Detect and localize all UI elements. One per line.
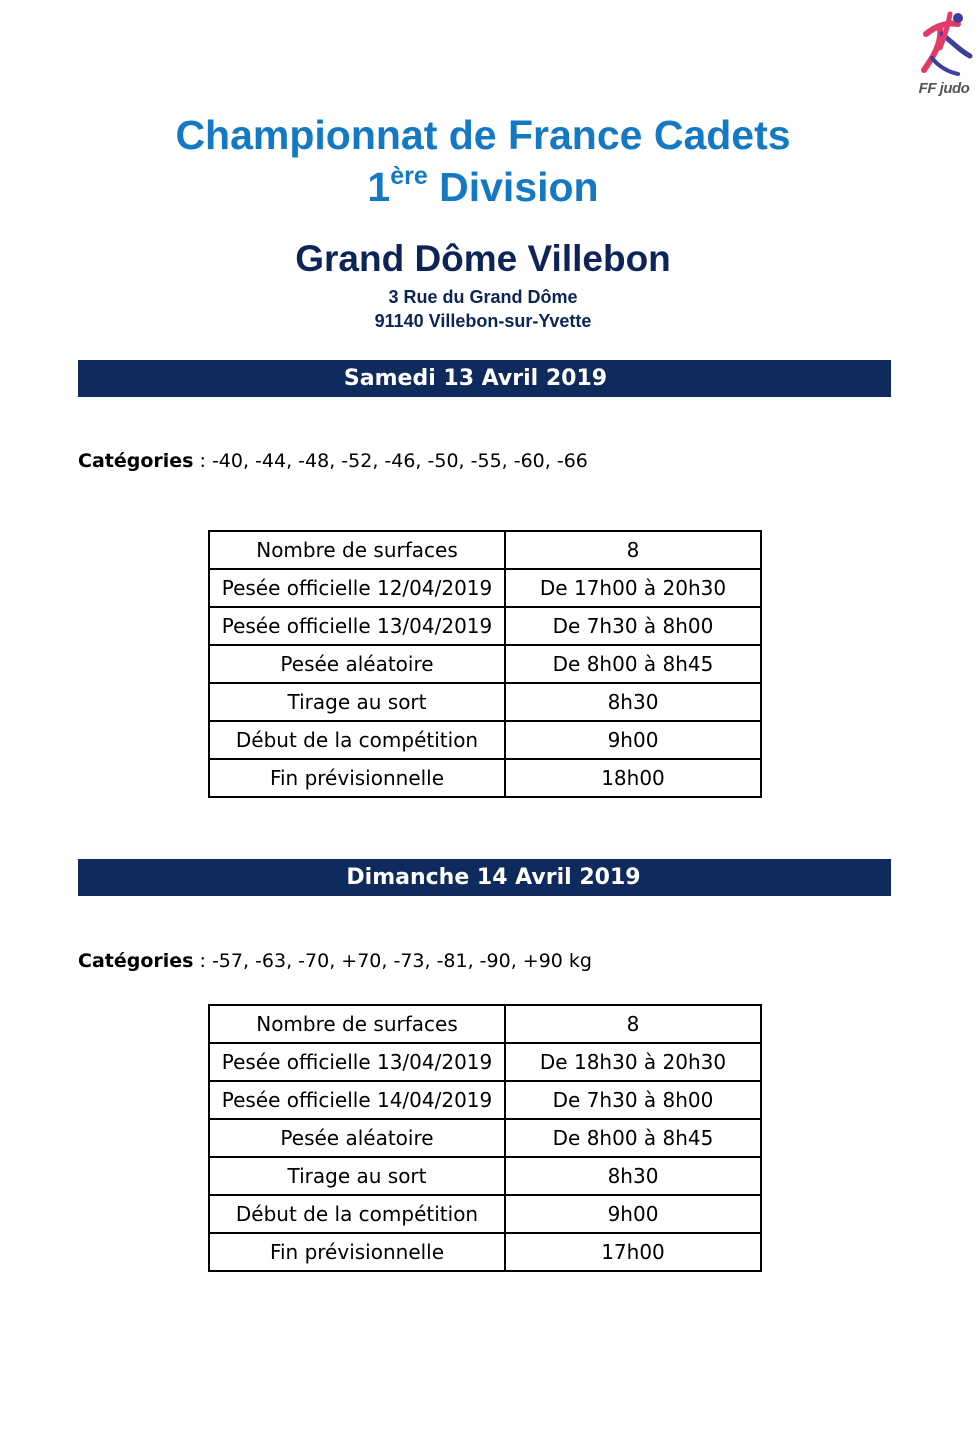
table-row [209, 1119, 761, 1157]
schedule-table-saturday [208, 530, 762, 798]
schedule-table-sunday [208, 1004, 762, 1272]
judoka-icon [912, 4, 976, 84]
table-row [209, 569, 761, 607]
row-value: De 17h00 à 20h30 [505, 569, 761, 607]
table-row [209, 645, 761, 683]
table-row [209, 607, 761, 645]
row-label: Pesée officielle 13/04/2019 [209, 607, 505, 645]
row-value: 8 [505, 531, 761, 569]
table-row [209, 721, 761, 759]
venue-name: Grand Dôme Villebon [295, 238, 671, 279]
table-row [209, 1005, 761, 1043]
row-value: De 7h30 à 8h00 [505, 607, 761, 645]
row-value: De 8h00 à 8h45 [505, 1119, 761, 1157]
row-label: Début de la compétition [209, 721, 505, 759]
logo-text: FF judo [918, 80, 970, 97]
page-subtitle: 1ère Division [367, 162, 599, 210]
table-row [209, 683, 761, 721]
venue-address-street: 3 Rue du Grand Dôme [388, 287, 578, 307]
row-value: 18h00 [505, 759, 761, 797]
table-row [209, 1081, 761, 1119]
table-row [209, 1195, 761, 1233]
row-value: 17h00 [505, 1233, 761, 1271]
row-value: De 8h00 à 8h45 [505, 645, 761, 683]
page-title: Championnat de France Cadets [175, 112, 791, 158]
row-label: Pesée officielle 14/04/2019 [209, 1081, 505, 1119]
table-row [209, 531, 761, 569]
categories-saturday: Catégories : -40, -44, -48, -52, -46, -50, -55, -60, -66 [78, 450, 588, 472]
row-label: Pesée aléatoire [209, 1119, 505, 1157]
venue-address-city: 91140 Villebon-sur-Yvette [374, 311, 592, 331]
row-label: Tirage au sort [209, 1157, 505, 1195]
table-row [209, 1233, 761, 1271]
ffjudo-logo [912, 4, 976, 100]
table-row [209, 1157, 761, 1195]
table-row [209, 759, 761, 797]
row-value: De 18h30 à 20h30 [505, 1043, 761, 1081]
row-value: De 7h30 à 8h00 [505, 1081, 761, 1119]
row-value: 8 [505, 1005, 761, 1043]
row-value: 9h00 [505, 721, 761, 759]
row-label: Pesée officielle 13/04/2019 [209, 1043, 505, 1081]
categories-sunday: Catégories : -57, -63, -70, +70, -73, -81, -90, +90 kg [78, 950, 592, 972]
row-label: Nombre de surfaces [209, 1005, 505, 1043]
day-header-sunday: Dimanche 14 Avril 2019 [78, 859, 891, 896]
row-label: Nombre de surfaces [209, 531, 505, 569]
row-label: Fin prévisionnelle [209, 1233, 505, 1271]
row-value: 8h30 [505, 683, 761, 721]
row-value: 9h00 [505, 1195, 761, 1233]
row-label: Fin prévisionnelle [209, 759, 505, 797]
row-value: 8h30 [505, 1157, 761, 1195]
row-label: Tirage au sort [209, 683, 505, 721]
table-row [209, 1043, 761, 1081]
row-label: Pesée aléatoire [209, 645, 505, 683]
day-header-saturday: Samedi 13 Avril 2019 [78, 360, 891, 397]
row-label: Début de la compétition [209, 1195, 505, 1233]
row-label: Pesée officielle 12/04/2019 [209, 569, 505, 607]
